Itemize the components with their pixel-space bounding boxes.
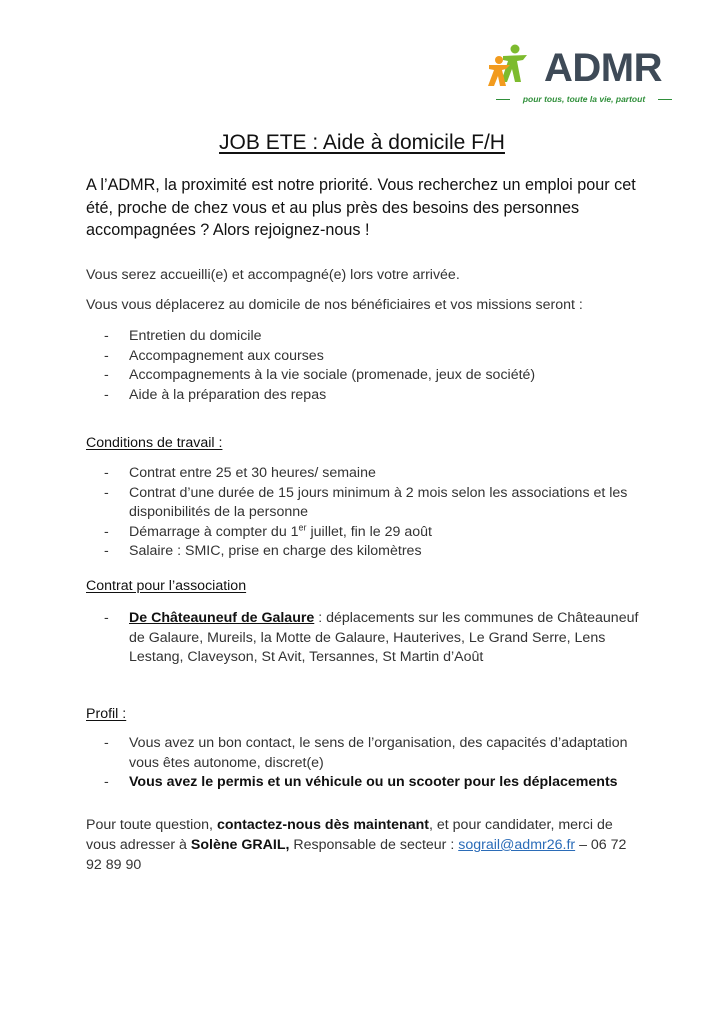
list-item	[86, 523, 646, 543]
list-item	[86, 347, 646, 367]
condition-start-date	[129, 524, 432, 540]
intro-paragraph: A l’ADMR, la proximité est notre priorité. Vous recherchez un emploi pour cet été, proche de chez vous et au plus près des besoins des personnes accompagnées ? Alors rejoignez-nous !	[86, 176, 636, 239]
dash-bullet: -	[104, 774, 109, 791]
page-title: JOB ETE : Aide à domicile F/H	[219, 131, 505, 154]
association-list	[86, 609, 646, 668]
dash-bullet: -	[104, 484, 109, 501]
tagline-rule-left	[496, 99, 510, 100]
dash-bullet: -	[104, 465, 109, 481]
condition-text: juillet, fin le 29 août	[306, 523, 432, 540]
ordinal-suffix: er	[298, 522, 307, 533]
mission-text: Entretien du domicile	[129, 328, 262, 344]
association-name: De Châteauneuf de Galaure	[129, 610, 315, 626]
condition-text: Salaire : SMIC, prise en charge des kilomètres	[129, 543, 422, 560]
list-item	[86, 484, 646, 523]
profile-heading: Profil :	[86, 706, 127, 722]
contact-text: Pour toute question,	[86, 817, 217, 833]
contact-paragraph	[86, 815, 646, 875]
contact-phone: – 06 72 92 89 90	[86, 837, 627, 873]
list-item	[86, 773, 646, 793]
mission-text: Accompagnements à la vie sociale (promenade, jeux de société)	[129, 367, 536, 384]
contact-cta: contactez-nous dès maintenant	[216, 817, 429, 833]
tagline-rule-right	[658, 99, 672, 100]
association-details: : déplacements sur les communes de Châteauneuf de Galaure, Mureils, la Motte de Galaure, Hauterives, Le Grand Serre, Lens Lestang, Claveyson, St Avit, Tersannes, St Martin d’Août	[129, 610, 639, 666]
mission-text: Accompagnement aux courses	[129, 347, 324, 364]
list-item	[86, 609, 646, 668]
contact-email-link[interactable]: sograil@admr26.fr	[458, 837, 576, 853]
condition-text: Démarrage à compter du 1	[129, 523, 299, 540]
dash-bullet: -	[104, 543, 109, 560]
dash-bullet: -	[104, 347, 109, 364]
dash-bullet: -	[104, 386, 109, 403]
dash-bullet: -	[104, 523, 109, 540]
dash-bullet: -	[104, 610, 109, 626]
contact-text: Responsable de secteur :	[289, 837, 459, 853]
list-item	[86, 386, 646, 406]
logo-tagline-row	[496, 94, 672, 106]
association-heading: Contrat pour l’association	[86, 578, 247, 594]
logo-wordmark: ADMR	[544, 46, 662, 90]
list-item	[86, 542, 646, 562]
list-item	[86, 464, 646, 484]
admr-people-icon	[486, 42, 544, 90]
missions-intro: Vous vous déplacerez au domicile de nos bénéficiaires et vos missions seront :	[86, 297, 583, 313]
contact-person: Solène GRAIL,	[190, 837, 290, 853]
conditions-heading: Conditions de travail :	[86, 435, 223, 451]
dash-bullet: -	[104, 328, 109, 344]
list-item	[86, 366, 646, 386]
missions-list	[86, 327, 646, 405]
list-item	[86, 327, 646, 347]
conditions-list	[86, 464, 646, 562]
contact-text: , et pour candidater, merci de vous adresser à	[86, 817, 613, 853]
condition-text: Contrat entre 25 et 30 heures/ semaine	[129, 465, 376, 481]
admr-logo	[486, 40, 672, 106]
condition-text: Contrat d’une durée de 15 jours minimum à 2 mois selon les associations et les disponibilités de la personne	[129, 484, 628, 521]
dash-bullet: -	[104, 735, 109, 751]
profile-list	[86, 734, 646, 793]
profile-text: Vous avez un bon contact, le sens de l’organisation, des capacités d’adaptation vous êtes autonome, discret(e)	[129, 735, 628, 771]
dash-bullet: -	[104, 367, 109, 384]
welcome-paragraph: Vous serez accueilli(e) et accompagné(e) lors votre arrivée.	[86, 267, 460, 283]
mission-text: Aide à la préparation des repas	[129, 386, 327, 403]
list-item	[86, 734, 646, 773]
logo-tagline: pour tous, toute la vie, partout	[522, 94, 646, 104]
profile-text: Vous avez le permis et un véhicule ou un scooter pour les déplacements	[129, 774, 618, 791]
